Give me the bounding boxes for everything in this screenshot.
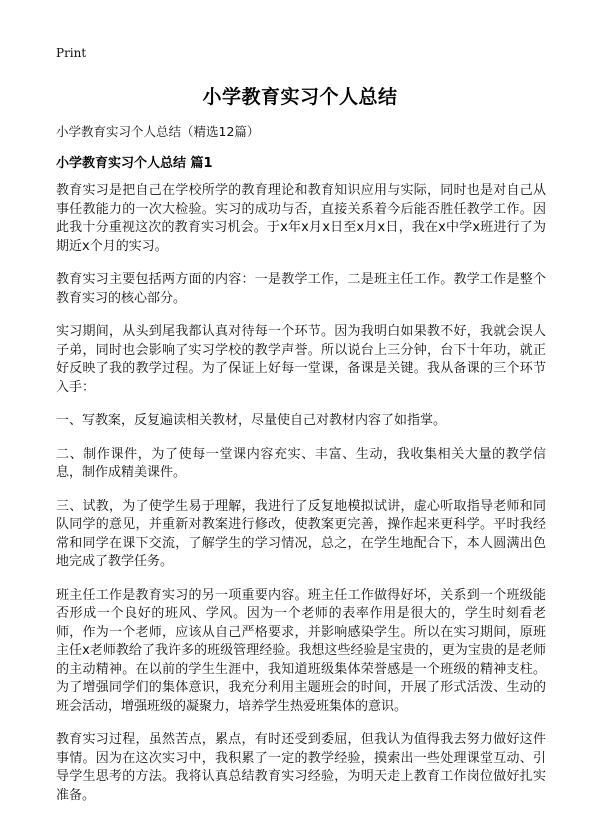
- document-subtitle: 小学教育实习个人总结（精选12篇）: [56, 124, 260, 139]
- paragraph-5: 二、制作课件，为了使每一堂课内容充实、丰富、生动，我收集相关大量的教学信息，制作成精美课件。: [56, 446, 546, 480]
- page-title: 小学教育实习个人总结: [202, 86, 398, 108]
- paragraph-8: 教育实习过程，虽然苦点，累点，有时还受到委屈，但我认为值得我去努力做好这件事情。因为在这次实习中，我积累了一定的教学经验，摸索出一些处理课堂互动、引导学生思考的方法。我将认真总结教育实习经验，为明天走上教育工作岗位做好扎实准备。: [56, 732, 546, 803]
- paragraph-4: 一、写教案，反复遍读相关教材，尽量使自己对教材内容了如指掌。: [56, 413, 447, 428]
- paragraph-1: 教育实习是把自己在学校所学的教育理论和教育知识应用与实际，同时也是对自己从事任教能力的一次大检验。实习的成功与否，直接关系着今后能否胜任教学工作。因此我十分重视这次的教育实习机会。于x年x月x日至x月x日，我在x中学x班进行了为期近x个月的实习。: [56, 183, 546, 254]
- article-body: [56, 182, 546, 820]
- paragraph-2: 教育实习主要包括两方面的内容：一是教学工作，二是班主任工作。教学工作是整个教育实习的核心部分。: [56, 272, 546, 306]
- paragraph-6: 三、试教，为了使学生易于理解，我进行了反复地模拟试讲，虚心听取指导老师和同队同学的意见，并重新对教案进行修改，使教案更完善，操作起来更科学。平时我经常和同学在课下交流，了解学生的学习情况，总之，在学生地配合下，本人圆满出色地完成了教学任务。: [56, 498, 546, 569]
- print-link[interactable]: Print: [56, 46, 87, 60]
- section-heading: 小学教育实习个人总结 篇1: [56, 156, 213, 171]
- paragraph-3: 实习期间，从头到尾我都认真对待每一个环节。因为我明白如果教不好，我就会误人子弟，同时也会影响了实习学校的教学声誉。所以说台上三分钟，台下十年功，就正好反映了我的教学过程。为了保证上好每一堂课，备课是关键。我从备课的三个环节入手：: [56, 324, 546, 395]
- paragraph-7: 班主任工作是教育实习的另一项重要内容。班主任工作做得好坏，关系到一个班级能否形成一个良好的班风、学风。因为一个老师的表率作用是很大的，学生时刻看老师，作为一个老师，应该从自己严格要求，并影响感染学生。所以在实习期间，原班主任x老师教给了我许多的班级管理经验。我想这些经验是宝贵的，更为宝贵的是老师的主动精神。在以前的学生生涯中，我知道班级集体荣誉感是一个班级的精神支柱。为了增强同学们的集体意识，我充分利用主题班会的时间，开展了形式活泼、生动的班会活动，增强班级的凝聚力，培养学生热爱班集体的意识。: [56, 587, 546, 714]
